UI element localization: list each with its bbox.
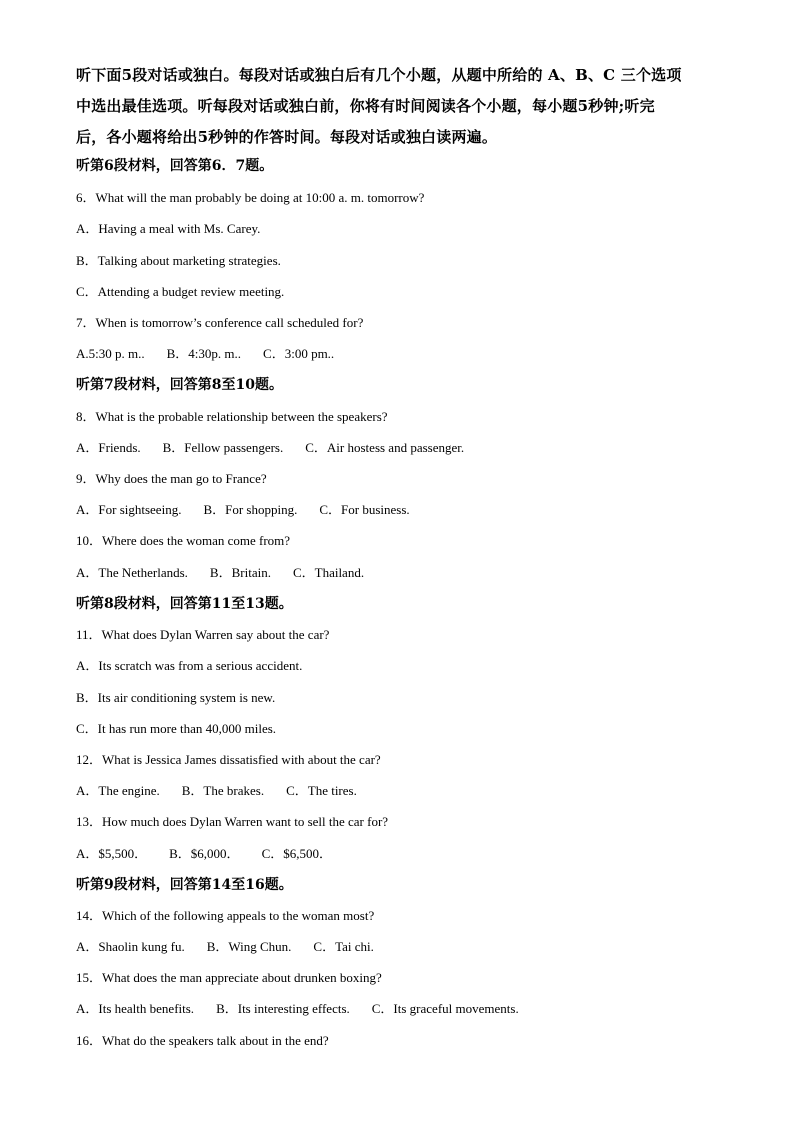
option-c: C．Its graceful movements. — [371, 1001, 519, 1016]
option-a: A．The Netherlands. — [76, 565, 188, 580]
question-11-option-b: B．Its air conditioning system is new. — [76, 690, 276, 705]
option-b: B．Britain. — [209, 565, 271, 580]
option-a: A.5:30 p. m.. — [76, 346, 145, 361]
question-9-options — [76, 501, 410, 519]
option-a: A．Shaolin kung fu. — [76, 939, 185, 954]
option-a: A．Its health benefits. — [76, 1001, 195, 1016]
option-b: B．$6,000． — [169, 846, 240, 861]
option-a: A．For sightseeing. — [76, 502, 182, 517]
section-heading-7: 听第7段材料，回答第8至10题。 — [76, 377, 283, 393]
option-c: C．$6,500． — [261, 846, 332, 861]
question-15-stem: 15．What does the man appreciate about drunken boxing? — [76, 970, 382, 985]
instructions-line: 后，各小题将给出5秒钟的作答时间。每段对话或独白读两遍。 — [76, 128, 498, 146]
section-heading-9: 听第9段材料，回答第14至16题。 — [76, 877, 293, 893]
question-16-stem: 16．What do the speakers talk about in the end? — [76, 1033, 329, 1048]
question-10-stem: 10．Where does the woman come from? — [76, 533, 291, 548]
question-11-stem: 11．What does Dylan Warren say about the car? — [76, 627, 330, 642]
question-6-option-b: B．Talking about marketing strategies. — [76, 253, 281, 268]
section-heading-6: 听第6段材料，回答第6．7题。 — [76, 158, 274, 174]
question-13-stem: 13．How much does Dylan Warren want to sell the car for? — [76, 814, 389, 829]
question-10-options — [76, 564, 364, 582]
question-12-stem: 12．What is Jessica James dissatisfied with about the car? — [76, 752, 381, 767]
option-c: C．Air hostess and passenger. — [305, 440, 465, 455]
option-c: C．The tires. — [286, 783, 357, 798]
option-b: B．For shopping. — [203, 502, 298, 517]
question-6-option-a: A．Having a meal with Ms. Carey. — [76, 221, 261, 236]
question-8-stem: 8．What is the probable relationship between the speakers? — [76, 409, 388, 424]
question-13-options — [76, 845, 332, 863]
option-b: B．Wing Chun. — [206, 939, 292, 954]
option-c: C．Tai chi. — [313, 939, 374, 954]
option-c: C．For business. — [319, 502, 410, 517]
question-14-stem: 14．Which of the following appeals to the woman most? — [76, 908, 375, 923]
question-11-option-c: C．It has run more than 40,000 miles. — [76, 721, 277, 736]
option-a: A．The engine. — [76, 783, 160, 798]
option-c: C．Thailand. — [292, 565, 365, 580]
question-6-stem: 6．What will the man probably be doing at 10:00 a. m. tomorrow? — [76, 190, 425, 205]
instructions-line: 中选出最佳选项。听每段对话或独白前，你将有时间阅读各个小题，每小题5秒钟;听完 — [76, 97, 655, 115]
listening-instructions — [76, 60, 726, 153]
question-9-stem: 9．Why does the man go to France? — [76, 471, 267, 486]
option-b: B．The brakes. — [181, 783, 265, 798]
section-heading-8: 听第8段材料，回答第11至13题。 — [76, 596, 293, 612]
question-15-options — [76, 1000, 519, 1018]
option-b: B．Its interesting effects. — [216, 1001, 350, 1016]
option-b: B．4:30p. m.. — [166, 346, 242, 361]
question-7-options — [76, 345, 334, 363]
option-b: B．Fellow passengers. — [162, 440, 284, 455]
option-a: A．$5,500． — [76, 846, 148, 861]
question-12-options — [76, 782, 357, 800]
question-8-options — [76, 439, 464, 457]
instructions-line: 听下面5段对话或独白。每段对话或独白后有几个小题，从题中所给的 A、B、C 三个选项 — [76, 66, 682, 84]
question-7-stem: 7．When is tomorrow’s conference call scheduled for? — [76, 315, 364, 330]
question-11-option-a: A．Its scratch was from a serious accident. — [76, 658, 303, 673]
question-14-options — [76, 938, 374, 956]
option-c: C．3:00 pm.. — [263, 346, 335, 361]
option-a: A．Friends. — [76, 440, 141, 455]
question-6-option-c: C．Attending a budget review meeting. — [76, 284, 285, 299]
